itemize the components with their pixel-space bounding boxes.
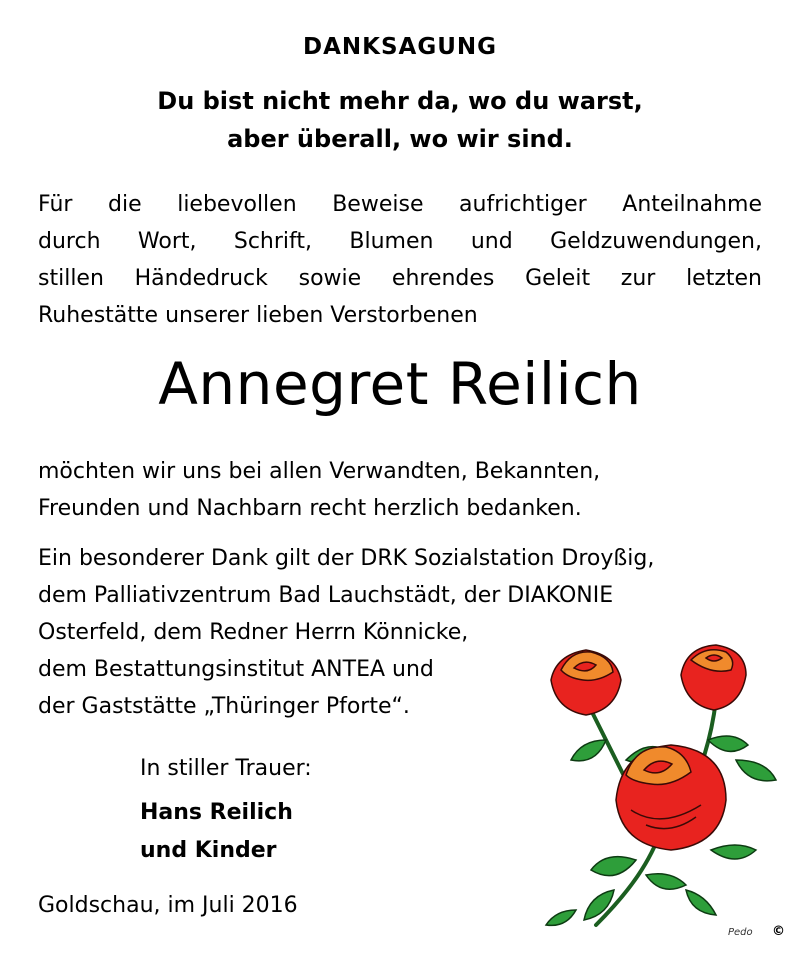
intro-line: Ruhestätte unserer lieben Verstorbenen — [38, 303, 478, 328]
signatory-name: Hans Reilich — [140, 800, 293, 825]
roses-illustration — [536, 640, 780, 940]
image-credit: Pedo — [728, 927, 753, 938]
place-date: Goldschau, im Juli 2016 — [38, 893, 298, 918]
thanks-line: Freunden und Nachbarn recht herzlich bedanken. — [38, 496, 582, 521]
special-line: der Gaststätte „Thüringer Pforte“. — [38, 694, 410, 719]
special-line: Ein besonderer Dank gilt der DRK Sozialstation Droyßig, — [38, 546, 655, 571]
special-line: dem Bestattungsinstitut ANTEA und — [38, 657, 434, 682]
copyright-symbol: © — [772, 924, 785, 939]
motto-line-1: Du bist nicht mehr da, wo du warst, — [157, 87, 643, 115]
special-line: dem Palliativzentrum Bad Lauchstädt, der DIAKONIE — [38, 583, 614, 608]
mourning-label: In stiller Trauer: — [140, 756, 312, 781]
intro-line: Für die liebevollen Beweise aufrichtiger Anteilnahme — [38, 192, 762, 217]
thanks-line: möchten wir uns bei allen Verwandten, Bekannten, — [38, 459, 601, 484]
motto-line-2: aber überall, wo wir sind. — [227, 125, 573, 153]
intro-line: durch Wort, Schrift, Blumen und Geldzuwendungen, — [38, 229, 762, 254]
heading-title: DANKSAGUNG — [302, 34, 497, 60]
intro-line: stillen Händedruck sowie ehrendes Geleit zur letzten — [38, 266, 762, 291]
signatory-family: und Kinder — [140, 838, 277, 863]
special-line: Osterfeld, dem Redner Herrn Könnicke, — [38, 620, 469, 645]
thanks-paragraph — [38, 453, 600, 527]
deceased-name: Annegret Reilich — [158, 350, 642, 418]
intro-paragraph — [38, 186, 762, 334]
